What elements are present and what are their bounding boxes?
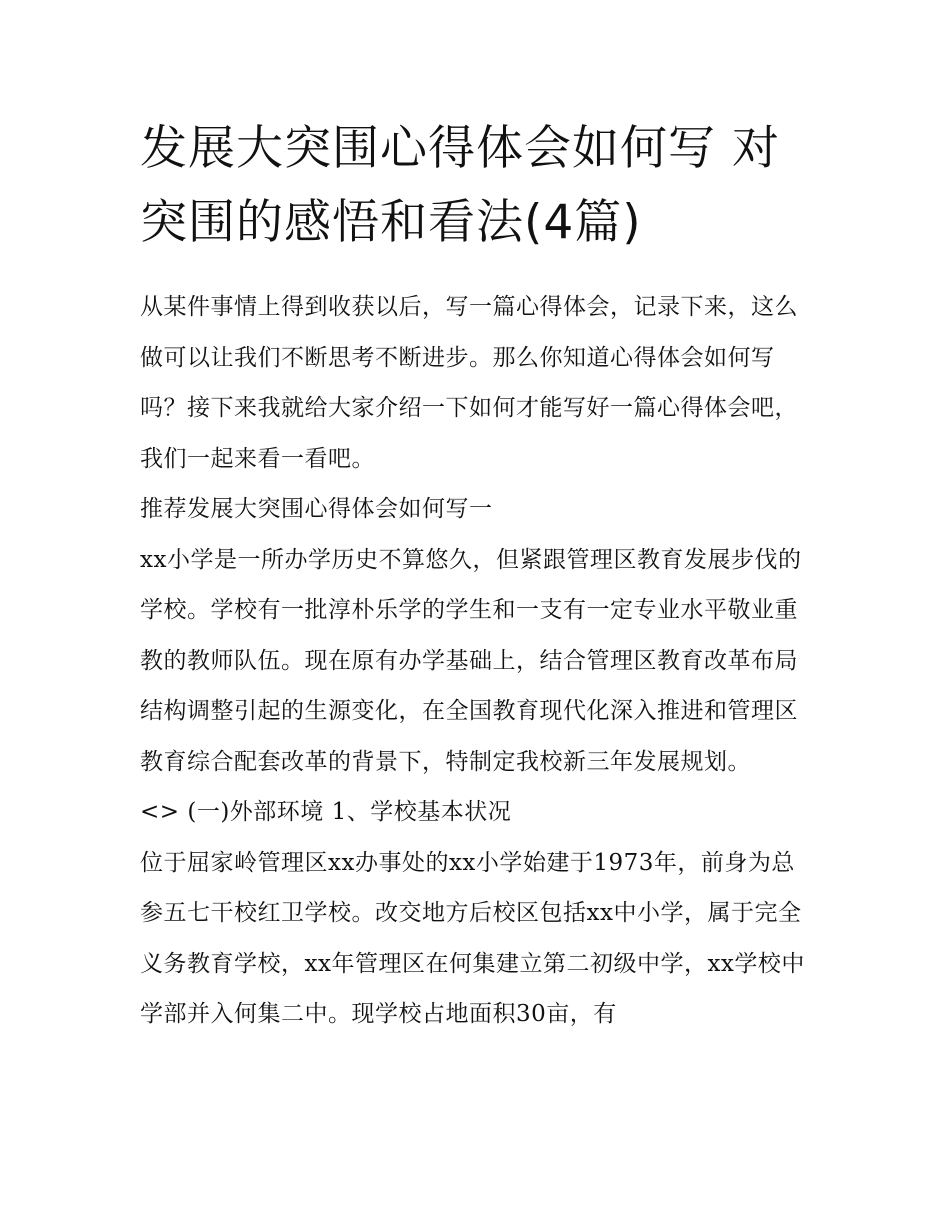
body-paragraph: xx小学是一所办学历史不算悠久，但紧跟管理区教育发展步伐的学校。学校有一批淳朴乐学的学生和一支有一定专业水平敬业重教的教师队伍。现在原有办学基础上，结合管理区教育改革布局结构调整引起的生源变化，在全国教育现代化深入推进和管理区教育综合配套改革的背景下，特制定我校新三年发展规划。 — [140, 546, 802, 775]
intro-paragraph: 从某件事情上得到收获以后，写一篇心得体会，记录下来，这么做可以让我们不断思考不断进步。那么你知道心得体会如何写吗？接下来我就给大家介绍一下如何才能写好一篇心得体会吧，我们一起来看一看吧。 — [140, 294, 798, 472]
subsection-heading: <> (一)外部环境 1、学校基本状况 — [140, 799, 512, 825]
body-paragraph: 位于屈家岭管理区xx办事处的xx小学始建于1973年，前身为总参五七干校红卫学校。改交地方后校区包括xx中小学，属于完全义务教育学校，xx年管理区在何集建立第二初级中学，xx学校中学部并入何集二中。现学校占地面积30亩，有 — [140, 849, 805, 1027]
document-title: 发展大突围心得体会如何写 对突围的感悟和看法(4篇) — [140, 121, 780, 250]
section-heading: 推荐发展大突围心得体会如何写一 — [140, 496, 493, 522]
document-page — [140, 112, 812, 1040]
